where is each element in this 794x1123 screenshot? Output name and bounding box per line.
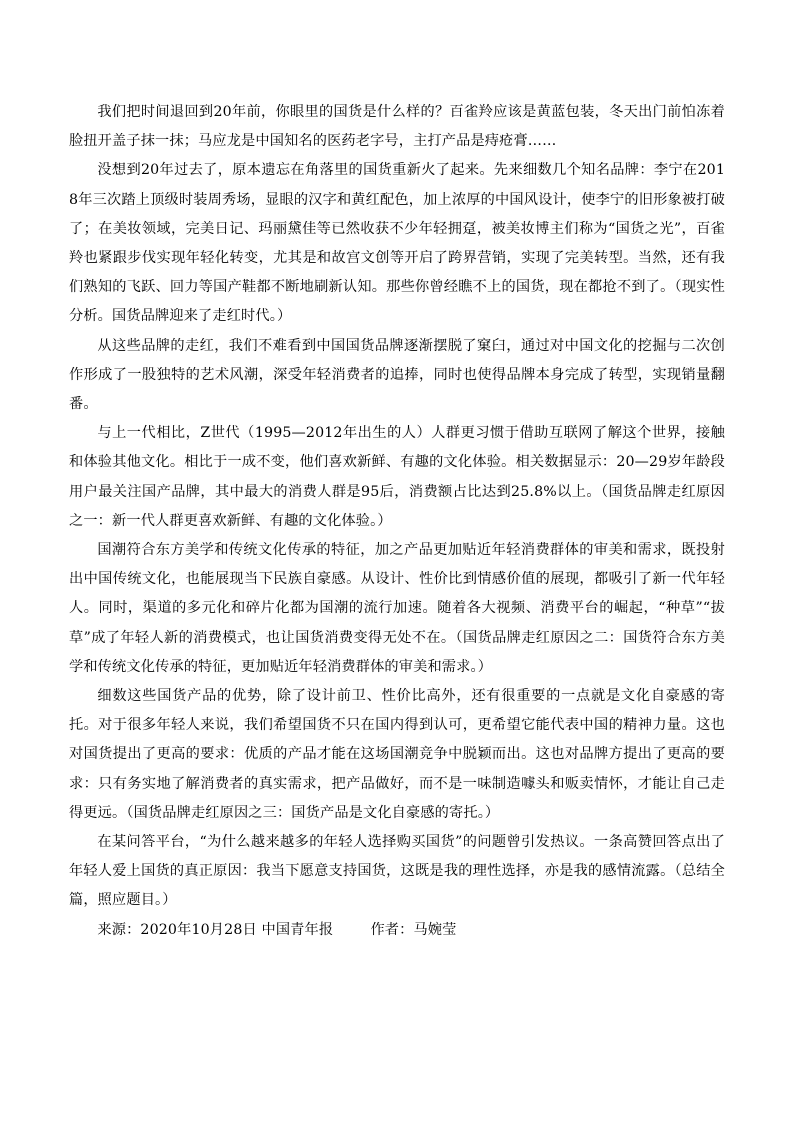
paragraph-6: 细数这些国货产品的优势，除了设计前卫、性价比高外，还有很重要的一点就是文化自豪感的寄托。对于很多年轻人来说，我们希望国货不只在国内得到认可，更希望它能代表中国的精神力量。这也对国货提出了更高的要求：优质的产品才能在这场国潮竞争中脱颖而出。这也对品牌方提出了更高的要求：只有务实地了解消费者的真实需求，把产品做好，而不是一味制造噱头和贩卖情怀，才能让自己走得更远。（国货品牌走红原因之三：国货产品是文化自豪感的寄托。） xyxy=(69,688,725,821)
paragraph-7: 在某问答平台，“为什么越来越多的年轻人选择购买国货”的问题曾引发热议。一条高赞回答点出了年轻人爱上国货的真正原因：我当下愿意支持国货，这既是我的理性选择，亦是我的感情流露。（总结全篇，照应题目。） xyxy=(69,834,725,909)
source-line: 来源：2020年10月28日 中国青年报 作者：马婉莹 xyxy=(97,921,457,938)
article-body xyxy=(69,98,725,945)
paragraph-1: 我们把时间退回到20年前，你眼里的国货是什么样的？百雀羚应该是黄蓝包装，冬天出门前怕冻着脸扭开盖子抹一抹；马应龙是中国知名的医药老字号，主打产品是痔疮膏…… xyxy=(69,104,725,150)
paragraph-5: 国潮符合东方美学和传统文化传承的特征，加之产品更加贴近年轻消费群体的审美和需求，既投射出中国传统文化，也能展现当下民族自豪感。从设计、性价比到情感价值的展现，都吸引了新一代年轻人。同时，渠道的多元化和碎片化都为国潮的流行加速。随着各大视频、消费平台的崛起，“种草”“拔草”成了年轻人新的消费模式，也让国货消费变得无处不在。（国货品牌走红原因之二：国货符合东方美学和传统文化传承的特征，更加贴近年轻消费群体的审美和需求。） xyxy=(69,542,725,675)
paragraph-4: 与上一代相比，Z世代（1995—2012年出生的人）人群更习惯于借助互联网了解这个世界，接触和体验其他文化。相比于一成不变，他们喜欢新鲜、有趣的文化体验。相关数据显示：20—29岁年龄段用户最关注国产品牌，其中最大的消费人群是95后，消费额占比达到25.8%以上。（国货品牌走红原因之一：新一代人群更喜欢新鲜、有趣的文化体验。） xyxy=(69,425,725,529)
paragraph-3: 从这些品牌的走红，我们不难看到中国国货品牌逐渐摆脱了窠臼，通过对中国文化的挖掘与二次创作形成了一股独特的艺术风潮，深受年轻消费者的追捧，同时也使得品牌本身完成了转型，实现销量翻番。 xyxy=(69,337,725,413)
paragraph-2: 没想到20年过去了，原本遗忘在角落里的国货重新火了起来。先来细数几个知名品牌：李宁在2018年三次踏上顶级时装周秀场，显眼的汉字和黄红配色，加上浓厚的中国风设计，使李宁的旧形象被打破了；在美妆领域，完美日记、玛丽黛佳等已然收获不少年轻拥趸，被美妆博主们称为“国货之光”，百雀羚也紧跟步伐实现年轻化转变，尤其是和故宫文创等开启了跨界营销，实现了完美转型。当然，还有我们熟知的飞跃、回力等国产鞋都不断地刷新认知。那些你曾经瞧不上的国货，现在都抢不到了。（现实性分析。国货品牌迎来了走红时代。） xyxy=(69,162,725,325)
